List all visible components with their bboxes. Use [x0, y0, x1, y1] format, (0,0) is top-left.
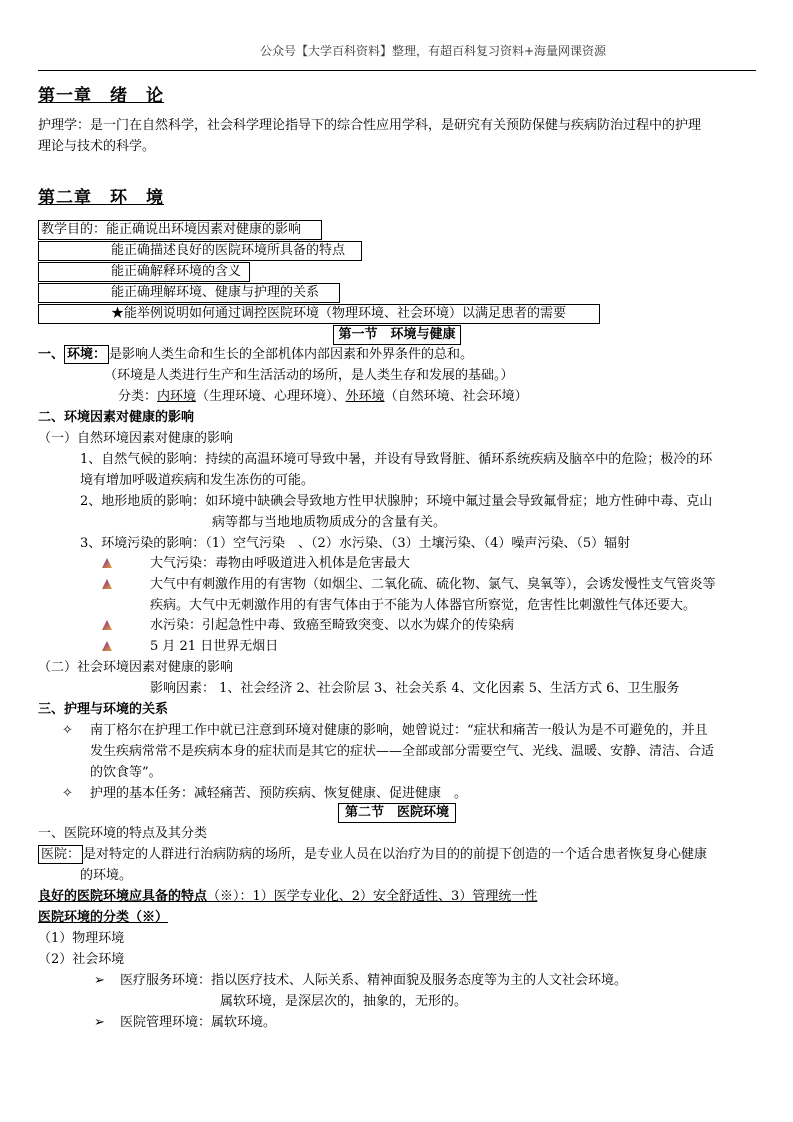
teaching-goal-1: 教学目的：能正确说出环境因素对健康的影响	[38, 220, 322, 240]
section-1-title: 第一节 环境与健康	[333, 325, 461, 345]
env-def: 是影响人类生命和生长的全部机体内部因素和外界条件的总和。	[109, 347, 474, 362]
nursing-definition-line1: 护理学：是一门在自然科学，社会科学理论指导下的综合性应用学科，是研究有关预防保健与疾病防治过程中的护理	[38, 118, 702, 133]
bullet-icon	[102, 579, 112, 589]
heading-env-factors: 二、环境因素对健康的影响	[38, 410, 195, 425]
good-features-rest: （※）：1）医学专业化、2）安全舒适性、3）管理统一性	[207, 889, 538, 904]
hospital-classification: 医院环境的分类（※）	[38, 910, 169, 925]
terrain-line2: 病等都与当地地质物质成分的含量有关。	[212, 515, 447, 530]
natural-factors-title: （一）自然环境因素对健康的影响	[38, 431, 234, 446]
env-label: 环境：	[64, 345, 109, 364]
air-pollution-2b: 疾病。大气中无刺激作用的有害气体由于不能为人体器官所察觉，危害性比刺激性气体还要大。	[150, 598, 697, 613]
page-header: 公众号【大学百科资料】整理，有超百科复习资料+海量网课资源	[260, 44, 607, 58]
teaching-goal-2-text: 能正确描述良好的医院环境所具备的特点	[111, 243, 346, 258]
inner-detail: （生理环境、心理环境）、	[196, 389, 346, 404]
water-pollution: 水污染：引起急性中毒、致癌至畸致突变、以水为媒介的传染病	[150, 618, 515, 633]
hospital-def-line2: 的环境。	[80, 868, 133, 883]
teaching-goal-5-text: ★能举例说明如何通过调控医院环境（物理环境、社会环境）以满足患者的需要	[111, 306, 567, 321]
arrow-icon: ➢	[94, 973, 105, 988]
social-env: （2）社会环境	[38, 952, 125, 967]
social-factors-title: （二）社会环境因素对健康的影响	[38, 660, 234, 675]
terrain-line1: 2、地形地质的影响：如环境中缺碘会导致地方性甲状腺肿；环境中氟过量会导致氟骨症；地方性砷中毒、克山	[80, 494, 713, 509]
hospital-label: 医院：	[38, 845, 83, 864]
air-pollution-2a: 大气中有刺激作用的有害物（如烟尘、二氧化硫、硫化物、氯气、臭氧等），会诱发慢性支气管炎等	[150, 577, 716, 592]
header-rule	[38, 70, 756, 71]
teaching-goal-3-text: 能正确解释环境的含义	[111, 264, 242, 279]
bullet-icon	[102, 558, 112, 568]
nightingale-line1: 南丁格尔在护理工作中就已注意到环境对健康的影响，她曾说过：“症状和痛苦一般认为是不可避免的，并且	[90, 723, 708, 738]
env-prefix: 一、	[38, 347, 65, 362]
air-pollution-1: 大气污染：毒物由呼吸道进入机体是危害最大	[150, 556, 411, 571]
environment-definition	[38, 347, 473, 363]
nightingale-line3: 的饮食等”。	[90, 765, 162, 780]
no-smoking-day: 5 月 21 日世界无烟日	[150, 639, 279, 654]
outer-detail: （自然环境、社会环境）	[384, 389, 528, 404]
diamond-icon: ✧	[62, 723, 73, 738]
hospital-definition	[38, 847, 707, 863]
bullet-icon	[102, 641, 112, 651]
chapter-2-title: 第二章 环 境	[38, 188, 164, 208]
teaching-goal-5	[38, 304, 600, 324]
nursing-definition-line2: 理论与技术的科学。	[38, 139, 156, 154]
section-2-title: 第二节 医院环境	[338, 803, 456, 823]
service-env-line1: 医疗服务环境：指以医疗技术、人际关系、精神面貌及服务态度等为主的人文社会环境。	[120, 973, 628, 988]
good-features-bold: 良好的医院环境应具备的特点	[38, 889, 208, 904]
inner-env: 内环境	[157, 389, 197, 404]
diamond-icon: ✧	[62, 786, 73, 801]
pollution-line: 3、环境污染的影响：（1）空气污染 、（2）水污染、（3）土壤污染、（4）噪声污染、（5）辐射	[80, 536, 631, 551]
nursing-tasks: 护理的基本任务：减轻痛苦、预防疾病、恢复健康、促进健康 。	[90, 786, 468, 801]
teaching-goal-3	[38, 262, 250, 282]
climate-line2: 境有增加呼吸道疾病和发生冻伤的可能。	[80, 473, 315, 488]
heading-nursing-env: 三、护理与环境的关系	[38, 702, 169, 717]
class-prefix: 分类：	[118, 389, 158, 404]
hospital-def-line1: 是对特定的人群进行治病防病的场所，是专业人员在以治疗为目的的前提下创造的一个适合患者恢复身心健康	[83, 847, 708, 862]
environment-note: （环境是人类进行生产和生活活动的场所，是人类生存和发展的基础。）	[104, 368, 514, 383]
outer-env: 外环境	[345, 389, 385, 404]
teaching-goal-4	[38, 283, 340, 303]
good-hospital-features	[38, 889, 537, 905]
chapter-1-title: 第一章 绪 论	[38, 86, 164, 106]
teaching-goal-4-text: 能正确理解环境、健康与护理的关系	[111, 285, 320, 300]
management-env: 医院管理环境：属软环境。	[120, 1015, 277, 1030]
teaching-goal-2	[38, 241, 362, 261]
hospital-env-title: 一、医院环境的特点及其分类	[38, 826, 208, 841]
social-factors-list: 影响因素： 1、社会经济 2、社会阶层 3、社会关系 4、文化因素 5、生活方式 6、卫生服务	[150, 681, 680, 696]
environment-classification	[118, 389, 528, 405]
nightingale-line2: 发生疾病常常不是疾病本身的症状而是其它的症状——全部或部分需要空气、光线、温暖、安静、清洁、合适	[90, 744, 715, 759]
service-env-line2: 属软环境，是深层次的，抽象的，无形的。	[220, 994, 468, 1009]
climate-line1: 1、自然气候的影响：持续的高温环境可导致中暑，并设有导致肾脏、循环系统疾病及脑卒中的危险；极冷的环	[80, 452, 713, 467]
physical-env: （1）物理环境	[38, 931, 125, 946]
arrow-icon: ➢	[94, 1015, 105, 1030]
bullet-icon	[102, 620, 112, 630]
